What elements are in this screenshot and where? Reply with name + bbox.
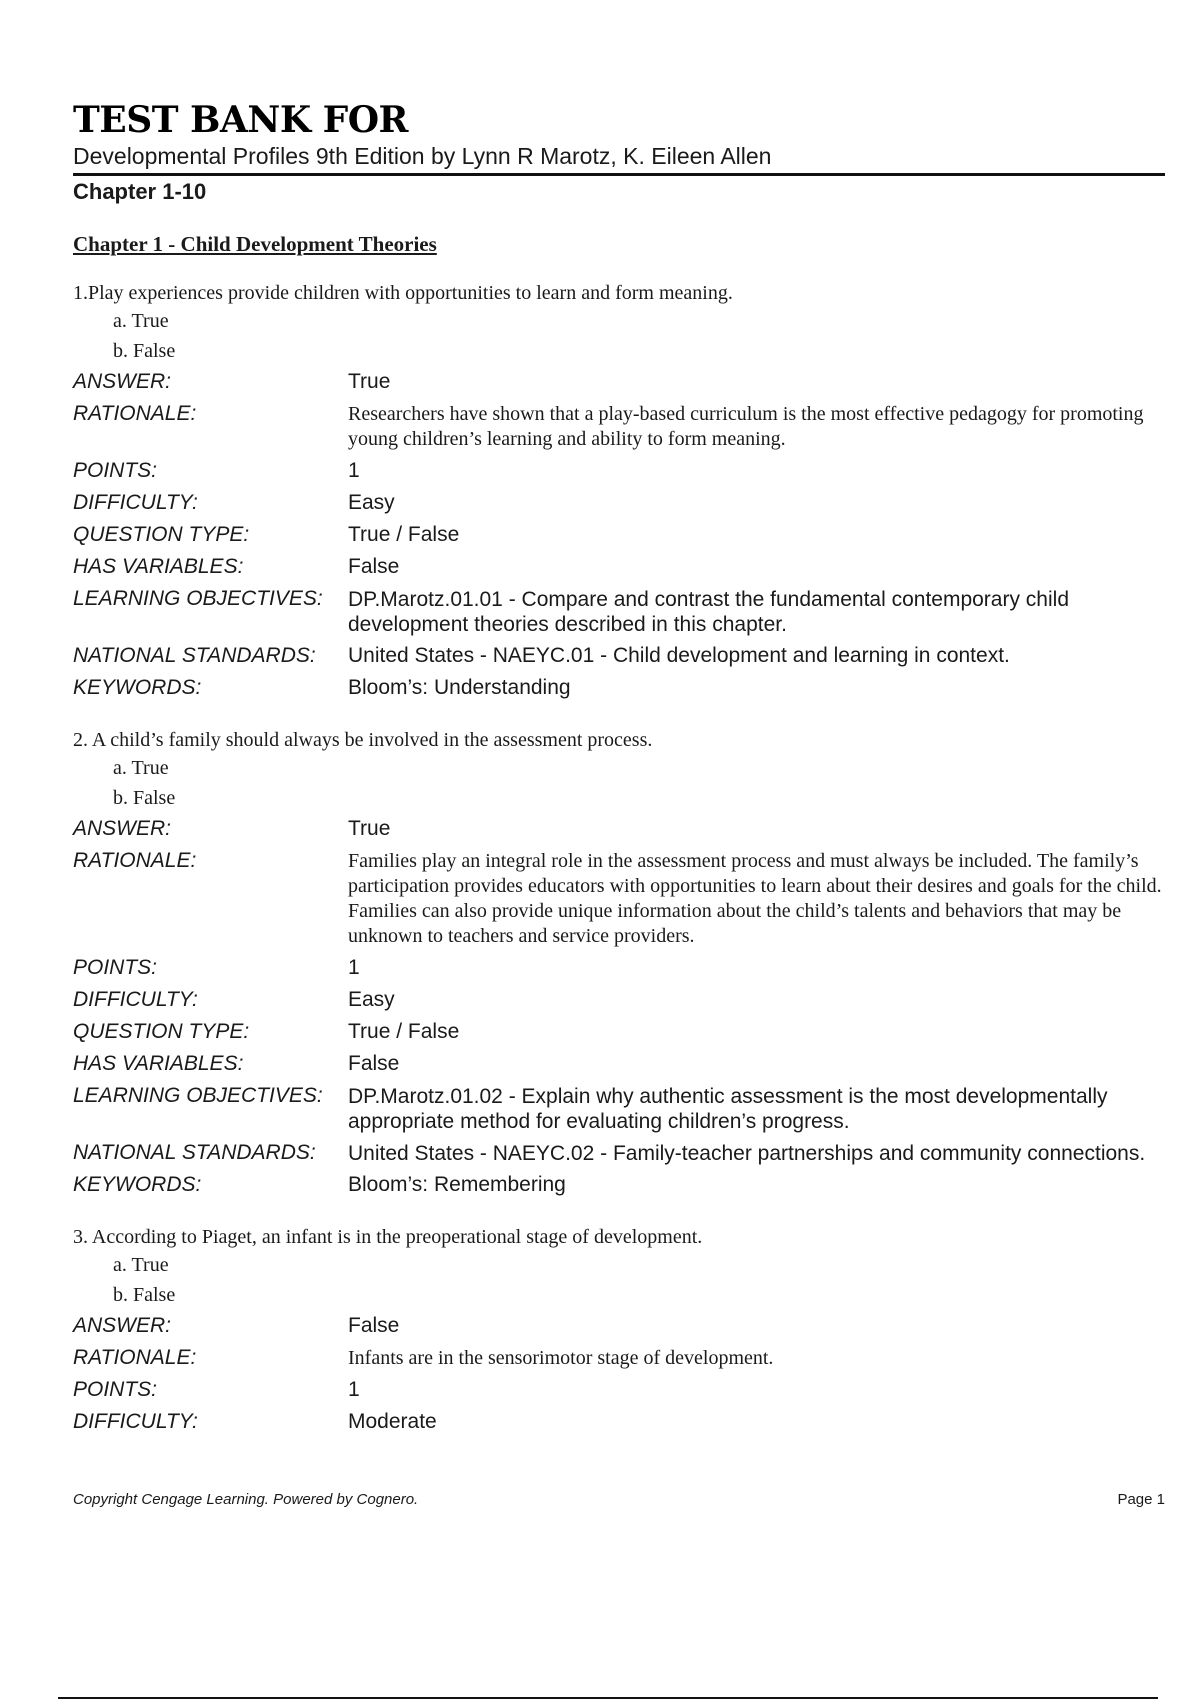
document-subtitle: Developmental Profiles 9th Edition by Lynn R Marotz, K. Eileen Allen [73,143,772,169]
points-label: POINTS: [73,1378,158,1401]
learning-objectives-value: DP.Marotz.01.01 - Compare and contrast the fundamental contemporary child development theories described in this chapter. [348,588,1069,636]
question-2 [73,727,1165,1201]
chapter-range: Chapter 1-10 [73,179,207,204]
option-b: b. False [113,340,176,362]
learning-objectives-value: DP.Marotz.01.02 - Explain why authentic assessment is the most developmentally appropriate method for evaluating children’s progress. [348,1085,1108,1133]
rationale-label: RATIONALE: [73,849,197,872]
difficulty-row [73,487,1165,519]
points-value: 1 [348,1378,360,1401]
national-standards-row [73,1137,1165,1169]
points-value: 1 [348,459,360,482]
national-standards-label: NATIONAL STANDARDS: [73,644,316,667]
option-a: a. True [113,310,169,332]
answer-label: ANSWER: [73,1314,172,1337]
chapter-heading: Chapter 1 - Child Development Theories [73,232,437,256]
has-variables-label: HAS VARIABLES: [73,555,244,578]
title-divider [73,173,1165,176]
has-variables-value: False [348,555,400,578]
points-row [73,455,1165,487]
learning-objectives-label: LEARNING OBJECTIVES: [73,587,323,610]
keywords-value: Bloom’s: Understanding [348,676,571,699]
difficulty-value: Moderate [348,1410,437,1433]
question-type-row [73,1016,1165,1048]
difficulty-value: Easy [348,988,395,1011]
question-type-value: True / False [348,1020,460,1043]
question-text: 2. A child’s family should always be involved in the assessment process. [73,729,653,751]
national-standards-value: United States - NAEYC.01 - Child development and learning in context. [348,644,1010,667]
answer-label: ANSWER: [73,817,172,840]
national-standards-row [73,640,1165,672]
page-number: Page 1 [1117,1491,1165,1508]
keywords-label: KEYWORDS: [73,1173,202,1196]
difficulty-label: DIFFICULTY: [73,1410,198,1433]
answer-row [73,813,1165,845]
rationale-value: Families play an integral role in the assessment process and must always be included. The family’s participation provides educators with opportunities to learn about their desires and goals for the child. Families can also provide unique information about the child’s talents and behaviors that may be unknown to teachers and service providers. [348,850,1162,947]
has-variables-value: False [348,1052,400,1075]
option-a: a. True [113,1254,169,1276]
rationale-value: Infants are in the sensorimotor stage of development. [348,1347,774,1369]
question-text: 3. According to Piaget, an infant is in the preoperational stage of development. [73,1226,703,1248]
option-b: b. False [113,1284,176,1306]
document-page [73,100,1165,1438]
answer-row [73,1310,1165,1342]
question-3 [73,1224,1165,1438]
difficulty-label: DIFFICULTY: [73,491,198,514]
copyright-notice: Copyright Cengage Learning. Powered by Cognero. [73,1491,419,1508]
points-row [73,1374,1165,1406]
rationale-row [73,845,1165,952]
answer-row [73,366,1165,398]
national-standards-label: NATIONAL STANDARDS: [73,1141,316,1164]
rationale-label: RATIONALE: [73,1346,197,1369]
question-type-row [73,519,1165,551]
option-a: a. True [113,757,169,779]
answer-value: True [348,370,391,393]
has-variables-label: HAS VARIABLES: [73,1052,244,1075]
answer-value: True [348,817,391,840]
national-standards-value: United States - NAEYC.02 - Family-teacher partnerships and community connections. [348,1142,1146,1165]
difficulty-label: DIFFICULTY: [73,988,198,1011]
rationale-label: RATIONALE: [73,402,197,425]
points-label: POINTS: [73,956,158,979]
rationale-row [73,398,1165,455]
answer-label: ANSWER: [73,370,172,393]
rationale-value: Researchers have shown that a play-based curriculum is the most effective pedagogy for promoting young children’s learning and ability to form meaning. [348,403,1144,450]
keywords-label: KEYWORDS: [73,676,202,699]
rationale-row [73,1342,1165,1374]
difficulty-row [73,1406,1165,1438]
page-footer [73,1490,1165,1510]
question-1 [73,280,1165,704]
question-text: 1.Play experiences provide children with opportunities to learn and form meaning. [73,282,733,304]
difficulty-row [73,984,1165,1016]
document-title: TEST BANK FOR [73,99,408,141]
points-row [73,952,1165,984]
learning-objectives-label: LEARNING OBJECTIVES: [73,1084,323,1107]
points-value: 1 [348,956,360,979]
keywords-row [73,1169,1165,1201]
difficulty-value: Easy [348,491,395,514]
page-bottom-divider [58,1697,1158,1699]
has-variables-row [73,551,1165,583]
keywords-row [73,672,1165,704]
learning-objectives-row [73,583,1165,640]
points-label: POINTS: [73,459,158,482]
has-variables-row [73,1048,1165,1080]
keywords-value: Bloom’s: Remembering [348,1173,566,1196]
option-b: b. False [113,787,176,809]
answer-value: False [348,1314,400,1337]
question-type-label: QUESTION TYPE: [73,523,250,546]
question-type-value: True / False [348,523,460,546]
question-type-label: QUESTION TYPE: [73,1020,250,1043]
learning-objectives-row [73,1080,1165,1137]
